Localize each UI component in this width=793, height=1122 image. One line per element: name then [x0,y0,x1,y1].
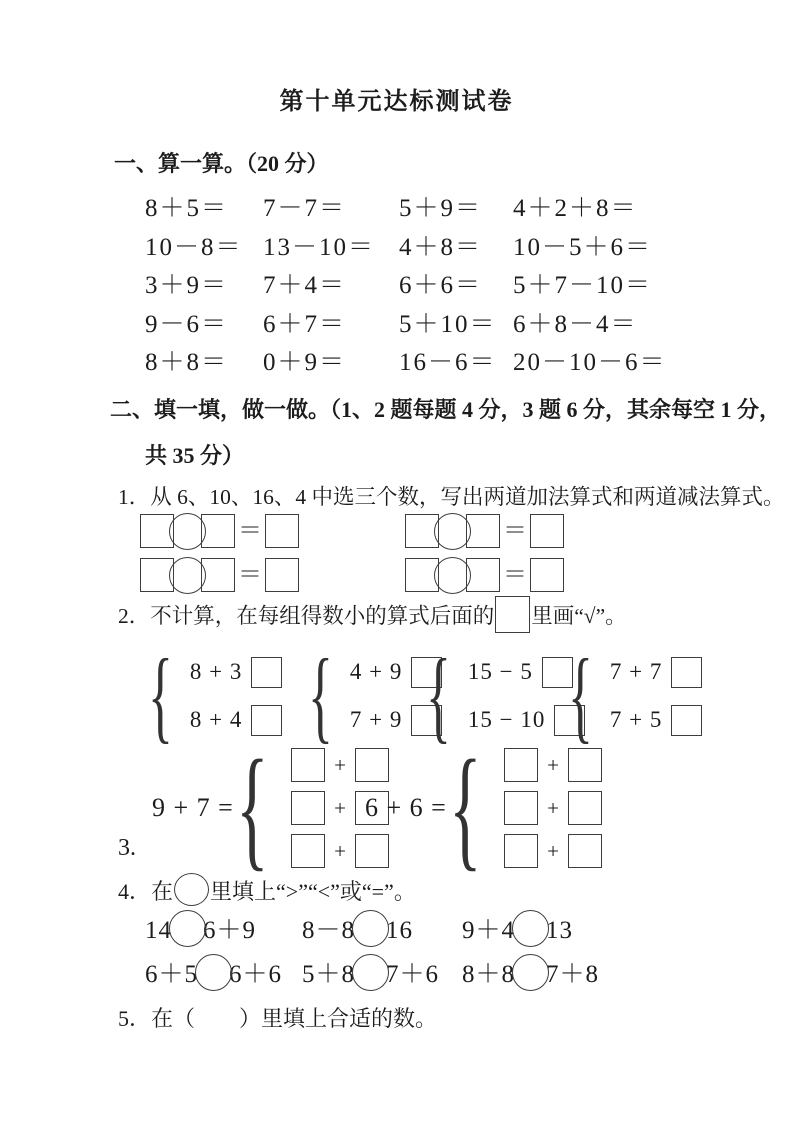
answer-box [504,834,538,868]
comparison-circle [512,910,549,947]
left-brace: { [148,638,173,753]
right-expression: 6＋6 [229,961,283,988]
expression: 8 + 4 [189,707,243,732]
comparison-item [145,910,302,954]
arith-cell: 5＋7－10＝ [513,272,653,299]
left-expression: 8－8 [302,917,356,944]
equals-sign: ＝ [238,518,262,544]
equals-sign: ＝ [503,518,527,544]
equation-blank-row [405,511,564,551]
answer-box [291,834,325,868]
plus-sign: + [547,838,559,863]
arith-cell: 4＋2＋8＝ [513,195,638,222]
arithmetic-grid [145,192,745,385]
equation-pair-group [568,638,702,753]
plus-sign: + [547,752,559,777]
decomposition-group [365,733,602,883]
section2-heading-line1: 二、填一填，做一做。（1、2 题每题 4 分，3 题 6 分，其余每空 1 分， [110,397,782,422]
question4-text-after: 里填上“>”“<”或“=”。 [210,879,416,904]
answer-box [265,514,299,548]
expression: 7 + 5 [609,707,663,732]
question2-text-after: 里画“√”。 [531,604,627,628]
comparison-item [145,954,302,998]
expression-row [610,701,702,739]
answer-box [265,558,299,592]
comparison-circle [195,954,232,991]
question3-number: 3. [118,835,136,861]
equals-sign: ＝ [238,562,262,588]
comparison-circle [174,873,209,906]
left-brace: { [308,638,333,753]
left-expression: 5＋8 [302,961,356,988]
right-expression: 16 [386,917,414,944]
comparison-item [462,954,599,998]
comparison-item [302,910,462,954]
check-box [495,596,530,633]
arith-cell: 8＋5＝ [145,195,229,222]
expression-row [610,653,702,691]
expression: 9 + 7 = [152,793,234,822]
arith-cell: 6＋7＝ [263,310,347,338]
answer-box [291,791,325,825]
arith-cell: 7－7＝ [263,195,347,222]
answer-box [504,791,538,825]
arith-cell: 0＋9＝ [263,349,347,376]
comparison-circle [169,910,206,947]
left-expression: 8＋8 [462,961,516,988]
arith-cell: 16－6＝ [399,349,497,376]
arith-cell: 6＋8－4＝ [513,310,638,338]
answer-box [530,514,564,548]
expression: 7 + 9 [349,707,403,732]
left-expression: 6＋5 [145,961,199,988]
question2-text-before: 2．不计算，在每组得数小的算式后面的 [118,604,495,628]
section2-heading-line2: 共 35 分） [145,443,245,468]
arith-cell: 9－6＝ [145,310,229,338]
question4-text-before: 4．在 [118,879,174,904]
equals-sign: ＝ [503,562,527,588]
arith-cell: 10－8＝ [145,233,243,261]
group-column [190,653,282,739]
equation-blank-row [140,555,405,595]
equation-pair-group [308,638,442,753]
expression-row [190,653,282,691]
answer-box [466,558,500,592]
equation-blank-row [405,555,564,595]
plus-sign: + [334,795,346,820]
answer-box [568,834,602,868]
plus-sign: + [334,838,346,863]
expression: 7 + 7 [609,659,663,684]
sum-blank-row [504,834,602,868]
question5-text: 5．在（ ）里填上合适的数。 [118,1006,438,1031]
plus-sign: + [334,752,346,777]
check-box [251,705,282,736]
equation-blank-row [140,511,405,551]
left-brace: { [568,638,593,753]
arith-cell: 8＋8＝ [145,349,229,376]
question1-text: 1．从 6、10、16、4 中选三个数，写出两道加法算式和两道减法算式。 [118,485,785,509]
comparison-item [302,954,462,998]
answer-box [466,514,500,548]
question3-block [152,733,712,883]
right-expression: 7＋6 [386,961,440,988]
section1-heading: 一、算一算。（20 分） [114,151,329,176]
expression: 8 + 3 [189,659,243,684]
arith-cell: 4＋8＝ [399,233,483,261]
answer-box [504,748,538,782]
arith-cell: 6＋6＝ [399,272,483,299]
decomposition-group [152,733,389,883]
question2-text [118,596,627,636]
left-expression: 9＋4 [462,917,516,944]
answer-box [291,748,325,782]
right-expression: 13 [546,917,574,944]
expression: 6 + 6 = [365,793,447,822]
group-column [610,653,702,739]
expression: 4 + 9 [349,659,403,684]
arith-cell: 5＋10＝ [399,310,497,338]
expression: 15 − 5 [467,659,533,684]
question4-comparisons [145,910,599,998]
arith-cell: 20－10－6＝ [513,349,667,376]
comparison-circle [352,910,389,947]
question4-text [118,872,416,912]
answer-box [201,558,235,592]
group-column [504,748,602,868]
sum-blank-row [504,791,602,825]
page-title: 第十单元达标测试卷 [279,89,514,115]
check-box [671,657,702,688]
answer-box [568,748,602,782]
answer-box [201,514,235,548]
comparison-item [462,910,599,954]
arith-cell: 13－10＝ [263,233,376,261]
answer-box [568,791,602,825]
plus-sign: + [547,795,559,820]
arith-cell: 7＋4＝ [263,272,347,299]
sum-blank-row [504,748,602,782]
arith-cell: 5＋9＝ [399,195,483,222]
check-box [671,705,702,736]
arith-cell: 3＋9＝ [145,272,229,299]
arith-cell: 10－5＋6＝ [513,233,653,261]
question1-equations [140,511,564,595]
right-expression: 6＋9 [203,917,257,944]
left-brace: { [235,733,269,883]
left-brace: { [426,638,451,753]
right-expression: 7＋8 [546,961,600,988]
comparison-circle [352,954,389,991]
check-box [251,657,282,688]
answer-box [530,558,564,592]
left-expression: 14 [145,917,172,944]
left-brace: { [448,733,482,883]
comparison-circle [512,954,549,991]
expression: 15 − 10 [467,707,546,732]
